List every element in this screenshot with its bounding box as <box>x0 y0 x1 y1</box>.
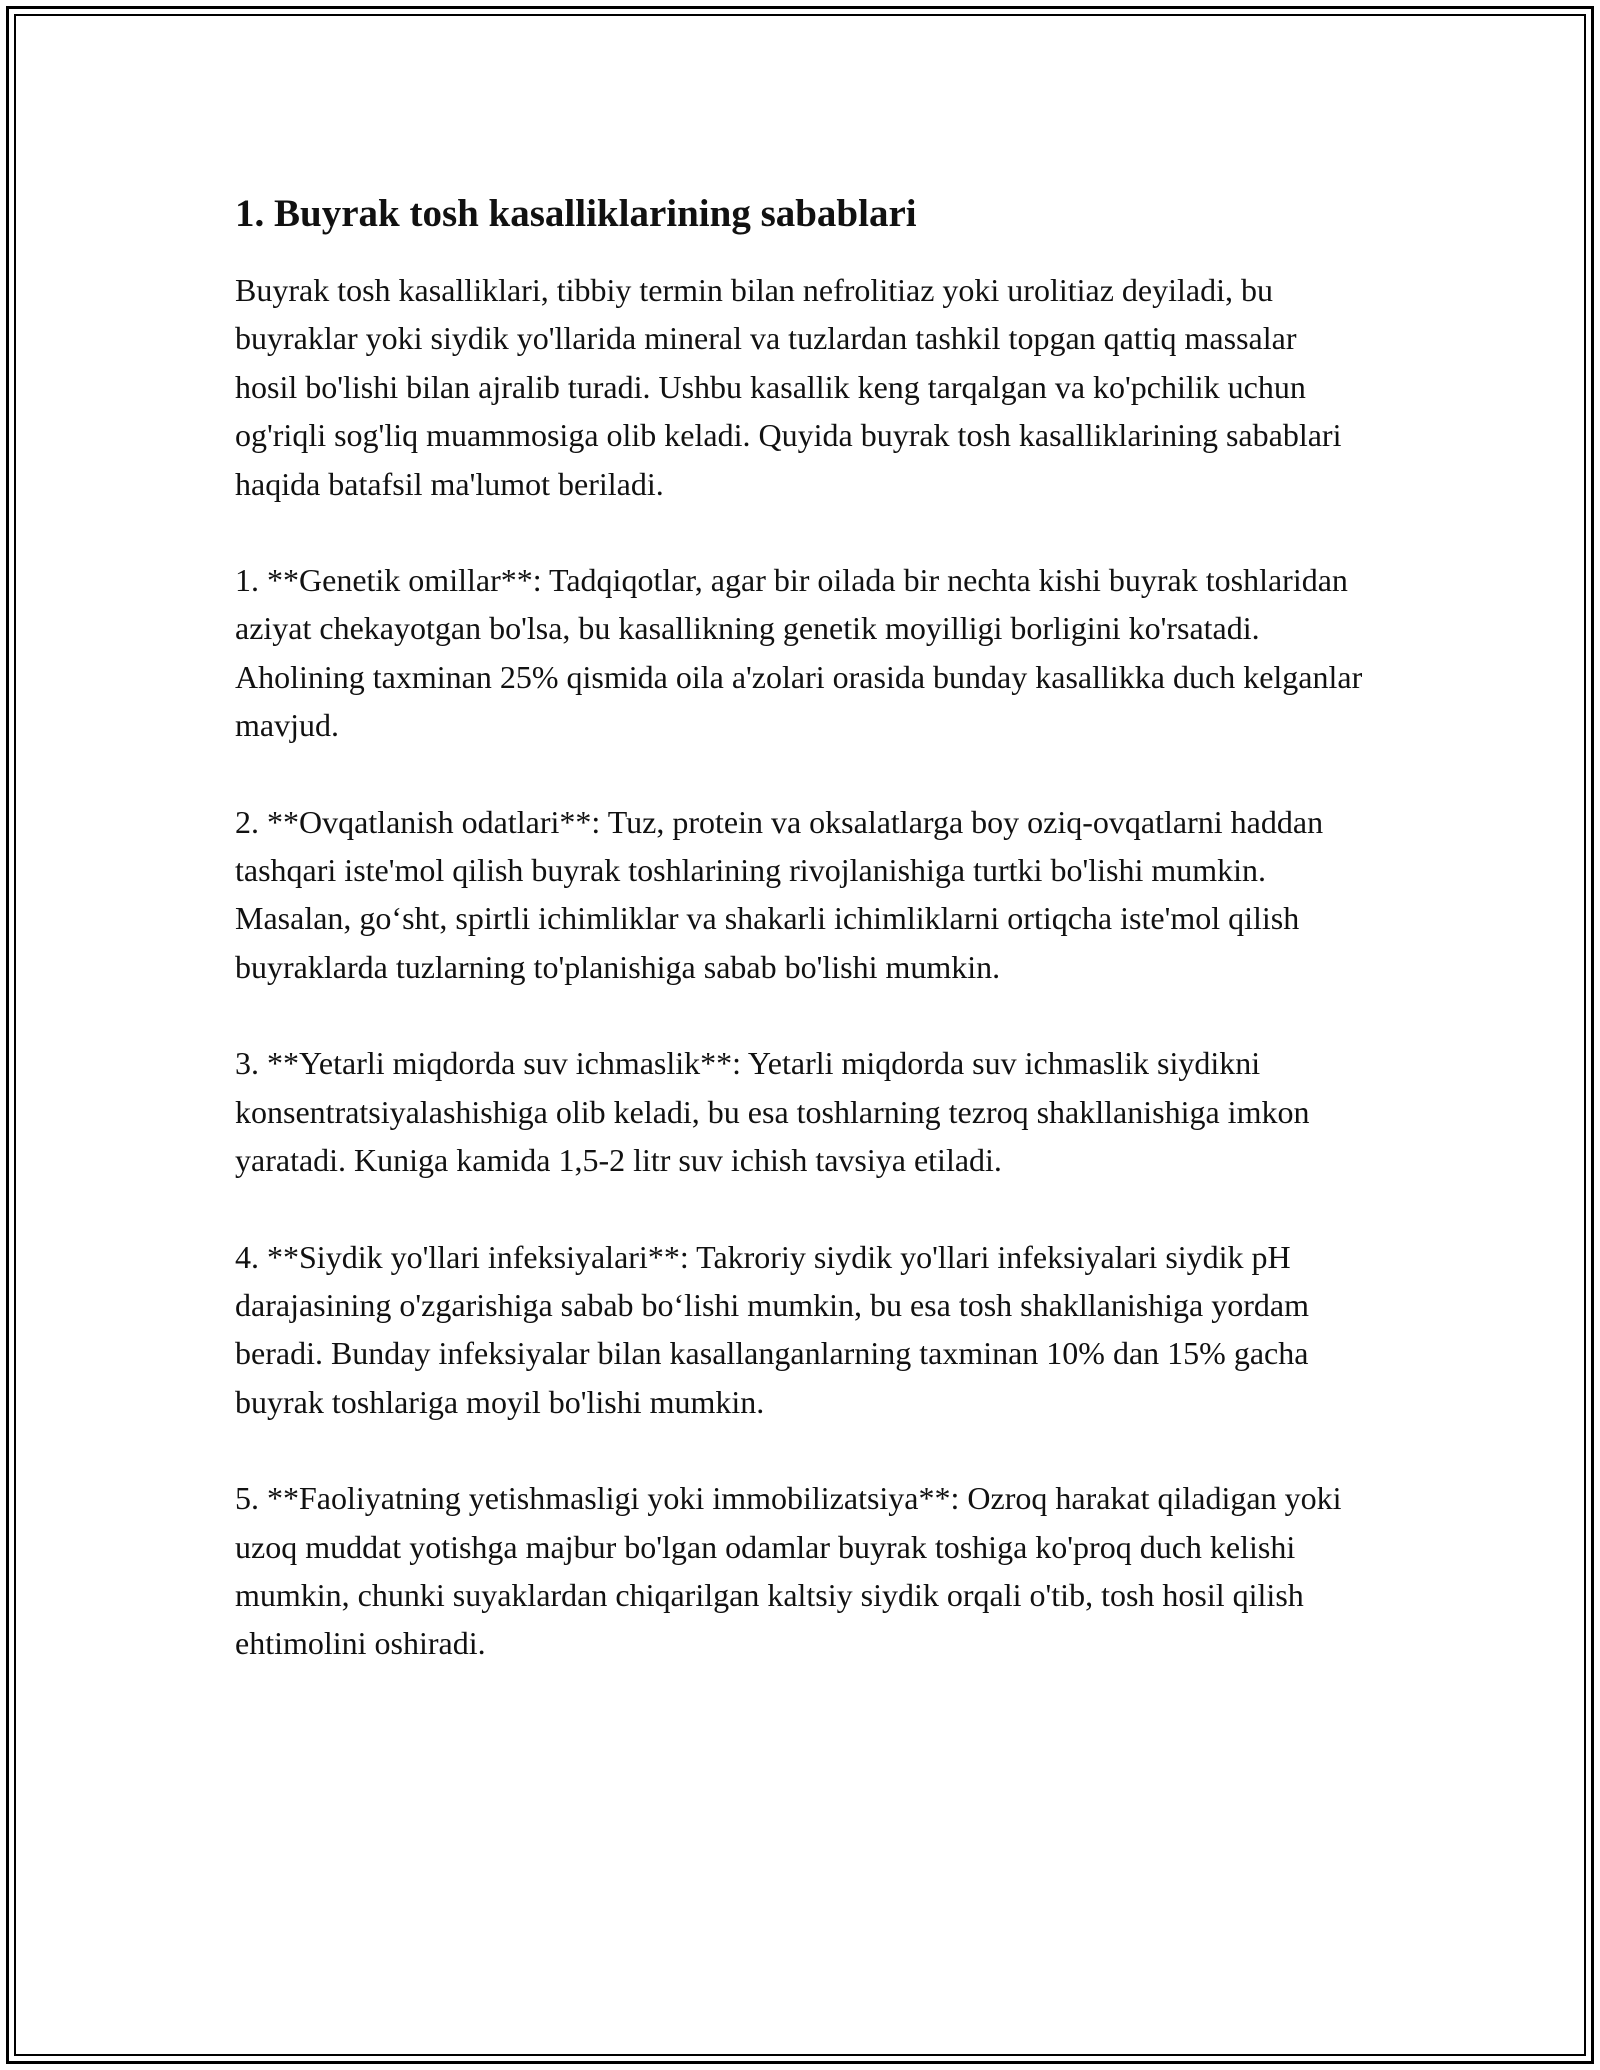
list-item-urinary-infections: 4. **Siydik yo'llari infeksiyalari**: Takroriy siydik yo'llari infeksiyalari siydik pH darajasining o'zgarishiga sabab bo‘lishi mumkin, bu esa tosh shakllanishiga yordam beradi. Bunday infeksiyalar bilan kasallanganlarning taxminan 10% dan 15% gacha buyrak toshlariga moyil bo'lishi mumkin. <box>235 1238 1309 1420</box>
list-item-inactivity: 5. **Faoliyatning yetishmasligi yoki immobilizatsiya**: Ozroq harakat qiladigan yoki uzoq muddat yotishga majbur bo'lgan odamlar buyrak toshiga ko'proq duch kelishi mumkin, chunki suyaklardan chiqarilgan kaltsiy siydik orqali o'tib, tosh hosil qilish ehtimolini oshiradi. <box>235 1480 1342 1662</box>
list-item-water-intake: 3. **Yetarli miqdorda suv ichmaslik**: Yetarli miqdorda suv ichmaslik siydikni konsentratsiyalashishiga olib keladi, bu esa toshlarning tezroq shakllanishiga imkon yaratadi. Kuniga kamida 1,5-2 litr suv ichish tavsiya etiladi. <box>235 1045 1310 1179</box>
list-item-genetic-factors: 1. **Genetik omillar**: Tadqiqotlar, agar bir oilada bir nechta kishi buyrak toshlaridan aziyat chekayotgan bo'lsa, bu kasallikning genetik moyilligi borligini ko'rsatadi. Aholining taxminan 25% qismida oila a'zolari orasida bunday kasallikka duch kelganlar mavjud. <box>235 562 1363 744</box>
document-title: 1. Buyrak tosh kasalliklarining sabablari <box>235 192 917 235</box>
intro-paragraph: Buyrak tosh kasalliklari, tibbiy termin bilan nefrolitiaz yoki urolitiaz deyiladi, bu buyraklar yoki siydik yo'llarida mineral va tuzlardan tashkil topgan qattiq massalar hosil bo'lishi bilan ajralib turadi. Ushbu kasallik keng tarqalgan va ko'pchilik uchun og'riqli sog'liq muammosiga olib keladi. Quyida buyrak tosh kasalliklarining sabablari haqida batafsil ma'lumot beriladi. <box>235 272 1342 502</box>
document-body <box>235 186 1365 1716</box>
list-item-eating-habits: 2. **Ovqatlanish odatlari**: Tuz, protein va oksalatlarga boy oziq-ovqatlarni haddan tashqari iste'mol qilish buyrak toshlarining rivojlanishiga turtki bo'lishi mumkin. Masalan, go‘sht, spirtli ichimliklar va shakarli ichimliklarni ortiqcha iste'mol qilish buyraklarda tuzlarning to'planishiga sabab bo'lishi mumkin. <box>235 803 1324 985</box>
